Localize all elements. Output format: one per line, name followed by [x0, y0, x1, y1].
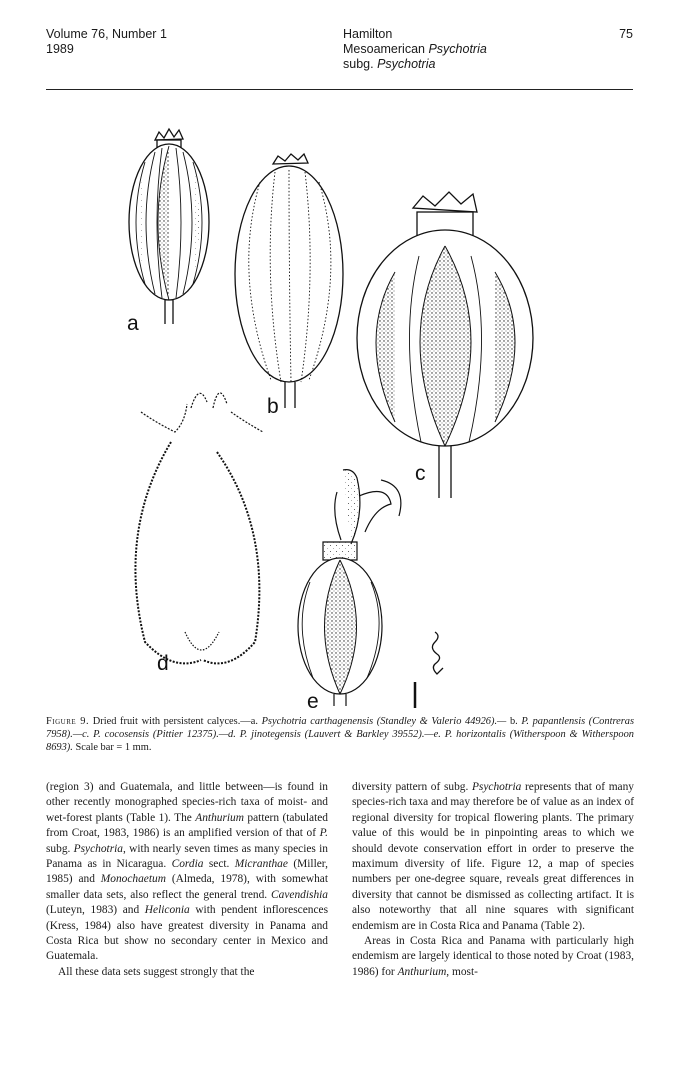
panel-label-d: d [157, 652, 169, 675]
panel-label-e: e [307, 690, 319, 712]
volume-number: Volume 76, Number 1 [46, 27, 167, 41]
body-column-right [352, 780, 634, 980]
body-paragraph: Areas in Costa Rica and Panama with particularly high endemism are largely identical to those noted by Croat (1983, 1986) for Anthurium, most- [352, 935, 634, 978]
panel-label-a: a [127, 312, 139, 335]
fruit-c [357, 192, 533, 498]
body-column-left [46, 780, 328, 980]
year: 1989 [46, 42, 74, 56]
author-name: Hamilton [343, 27, 393, 41]
botanical-figure [95, 112, 595, 712]
fruit-d [135, 393, 263, 675]
body-paragraph: diversity pattern of subg. Psychotria represents that of many species-rich taxa and may therefore be of value as an index of regional diversity for tropical flowering plants. The primary value of this would be in pinpointing areas to which we should devote conservation effort in order to preserve the maximum diversity of life. Figure 12, a map of species numbers per one-degree square, reveals great differences in diversity that cannot be dismissed as collecting artifact. It is also noteworthy that all nine squares with significant endemism are in Costa Rica and Panama (Table 2). [352, 781, 634, 932]
body-paragraph: All these data sets suggest strongly that the [58, 965, 255, 978]
figure-label: Figure 9. [46, 716, 90, 727]
panel-label-b: b [267, 395, 279, 418]
page-number: 75 [619, 27, 633, 41]
running-subtitle: subg. Psychotria [343, 57, 436, 71]
fruit-b [235, 154, 343, 418]
running-header-center [343, 27, 487, 72]
body-paragraph: (region 3) and Guatemala, and little between—is found in other recently monographed species-rich taxa of moist- and wet-forest plants (Table 1). The Anthurium pattern (tabulated from Croat, 1983, 1986) is an amplified version of that of P. subg. Psychotria, with nearly seven times as many species in Panama as in Nicaragua. Cordia sect. Micranthae (Miller, 1985) and Monochaetum (Almeda, 1978), with somewhat smaller data sets, also reflect the general trend. Cavendishia (Luteyn, 1983) and Heliconia with pendent inflorescences (Kress, 1984) also have greatest diversity in Panama and Costa Rica but show no secondary center in Mexico and Guatemala. [46, 781, 329, 963]
illustrator-signature [432, 632, 443, 674]
running-title: Mesoamerican Psychotria [343, 42, 487, 56]
fruit-a [127, 129, 209, 335]
fruit-e [298, 470, 401, 712]
running-header-left [46, 27, 167, 57]
figure-caption: Figure 9. Dried fruit with persistent calyces.—a. Psychotria carthagenensis (Standley & Valerio 44926).— b. P. papantlensis (Contreras 7958).—c. P. cocosensis (Pittier 12375).—d. P. jinotegensis (Lauvert & Barkley 39552).—e. P. horizontalis (Witherspoon & Witherspoon 8693). Scale bar = 1 mm. [46, 716, 635, 753]
panel-label-c: c [415, 462, 426, 485]
fruit-illustration [95, 112, 595, 712]
header-rule [46, 89, 633, 90]
